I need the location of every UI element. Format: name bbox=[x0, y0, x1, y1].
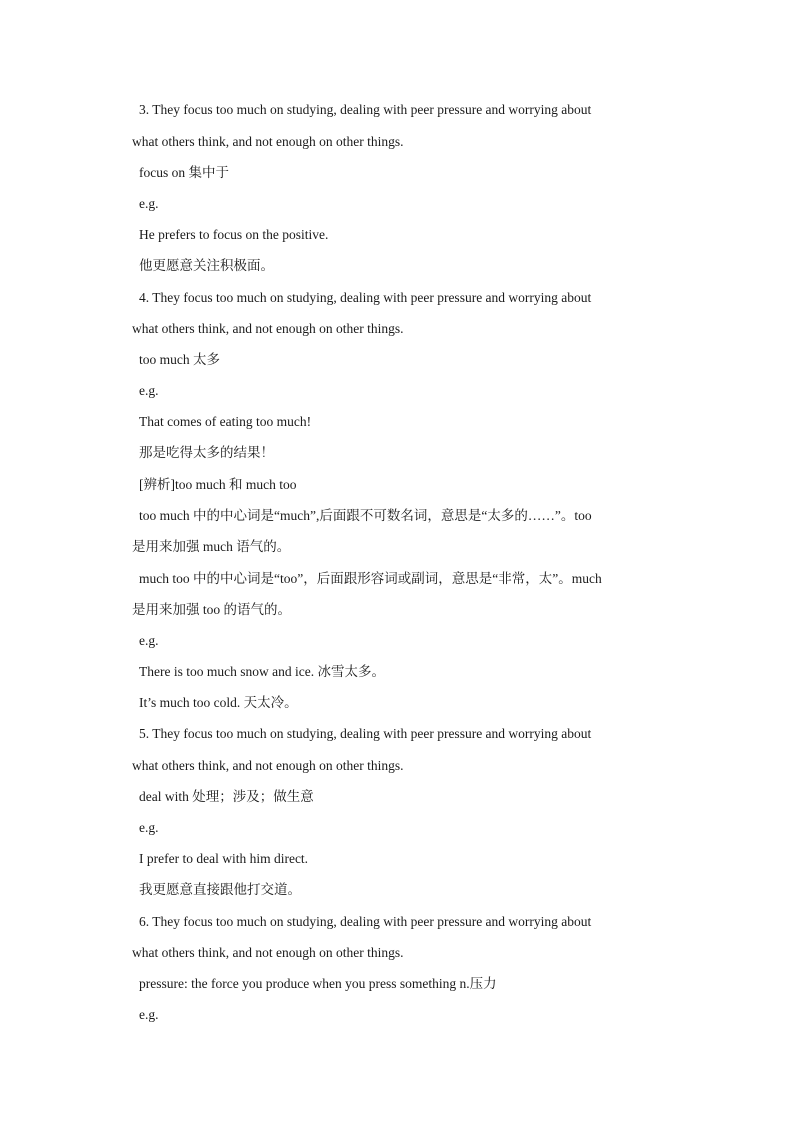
text-line-example-en: That comes of eating too much! bbox=[139, 414, 312, 429]
text-line-item3-sentence-cont: what others think, and not enough on other things. bbox=[132, 134, 404, 149]
text-line-example-zh: 我更愿意直接跟他打交道。 bbox=[139, 882, 301, 897]
text-line-example-zh: 那是吃得太多的结果！ bbox=[139, 445, 274, 460]
text-line-example-en: He prefers to focus on the positive. bbox=[139, 227, 329, 242]
text-line-example-mixed: It’s much too cold. 天太冷。 bbox=[139, 695, 298, 710]
text-line-eg: e.g. bbox=[139, 1007, 159, 1022]
text-line-distinction-too-much: too much 中的中心词是“much”,后面跟不可数名词，意思是“太多的……”。too bbox=[139, 508, 592, 523]
text-line-item4-sentence-cont: what others think, and not enough on other things. bbox=[132, 321, 404, 336]
text-line-phrase-too-much: too much 太多 bbox=[139, 352, 220, 367]
text-line-eg: e.g. bbox=[139, 633, 159, 648]
text-line-eg: e.g. bbox=[139, 383, 159, 398]
text-line-phrase-deal-with: deal with 处理；涉及；做生意 bbox=[139, 789, 314, 804]
text-line-item6-sentence: 6. They focus too much on studying, dealing with peer pressure and worrying about bbox=[139, 914, 592, 929]
text-line-phrase-focus-on: focus on 集中于 bbox=[139, 165, 229, 180]
text-line-eg: e.g. bbox=[139, 196, 159, 211]
text-line-distinction-much-too-cont: 是用来加强 too 的语气的。 bbox=[132, 602, 292, 617]
text-line-eg: e.g. bbox=[139, 820, 159, 835]
text-line-item6-sentence-cont: what others think, and not enough on other things. bbox=[132, 945, 404, 960]
text-line-example-mixed: There is too much snow and ice. 冰雪太多。 bbox=[139, 664, 385, 679]
text-line-distinction-too-much-cont: 是用来加强 much 语气的。 bbox=[132, 539, 291, 554]
text-line-item5-sentence: 5. They focus too much on studying, dealing with peer pressure and worrying about bbox=[139, 726, 592, 741]
text-line-distinction-heading: [辨析]too much 和 much too bbox=[139, 477, 297, 492]
text-line-distinction-much-too: much too 中的中心词是“too”，后面跟形容词或副词，意思是“非常，太”。much bbox=[139, 571, 602, 586]
text-line-item3-sentence: 3. They focus too much on studying, dealing with peer pressure and worrying about bbox=[139, 102, 592, 117]
text-line-example-zh: 他更愿意关注积极面。 bbox=[139, 258, 274, 273]
text-line-item4-sentence: 4. They focus too much on studying, dealing with peer pressure and worrying about bbox=[139, 290, 592, 305]
text-line-definition-pressure: pressure: the force you produce when you press something n.压力 bbox=[139, 976, 497, 991]
text-line-item5-sentence-cont: what others think, and not enough on other things. bbox=[132, 758, 404, 773]
text-line-example-en: I prefer to deal with him direct. bbox=[139, 851, 309, 866]
